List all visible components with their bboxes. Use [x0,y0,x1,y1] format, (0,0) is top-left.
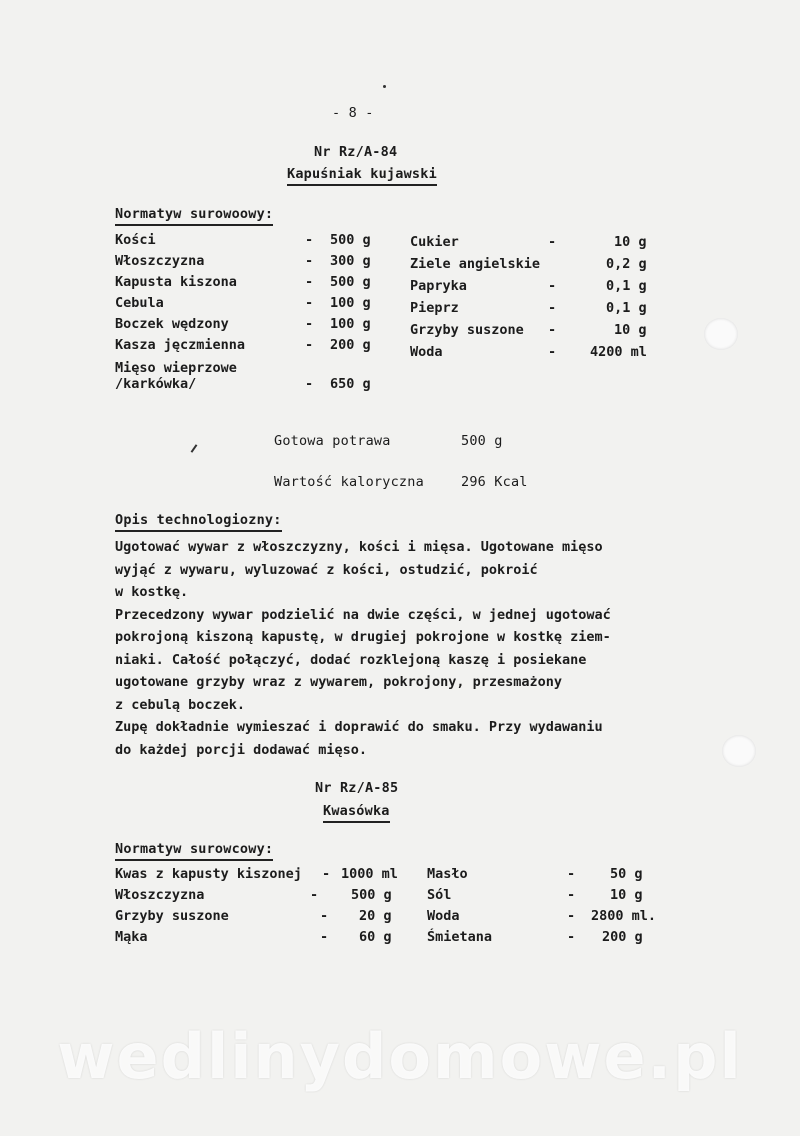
ingredient-qty: 20 g [359,908,392,924]
stray-mark [383,85,386,88]
page-number: - 8 - [332,105,374,121]
recipe-1-right-ingredients [410,234,660,364]
description-line: Ugotować wywar z włoszczyzny, kości i mięsa. Ugotowane mięso [115,539,603,555]
recipe-1-description [115,536,675,761]
ingredient-name: Woda [410,344,443,360]
ingredient-dash: - [548,234,557,250]
ingredient-dash: - [548,322,557,338]
calorie-label: Wartość kaloryczna [274,474,424,490]
ingredient-name: Kapusta kiszona [115,274,237,290]
ingredient-name: Woda [427,908,460,924]
recipe-2-code: Nr Rz/A-85 [315,780,399,796]
ingredient-name: Grzyby suszone [115,908,229,924]
ingredient-dash: - [305,274,314,290]
ingredient-qty: 50 g [610,866,643,882]
ingredient-name: Cukier [410,234,459,250]
ingredient-dash: - [567,866,576,882]
recipe-1-norm-heading: Normatyw surowoowy: [115,206,273,226]
ingredient-qty: 650 g [330,376,371,392]
ingredient-qty: 300 g [330,253,371,269]
ingredient-name: Grzyby suszone [410,322,524,338]
ingredient-name: Kasza jęczmienna [115,337,246,353]
recipe-1-opis-heading: Opis technologiozny: [115,512,282,532]
ingredient-name: Włoszczyzna [115,253,205,269]
ingredient-name: Kości [115,232,156,248]
recipe-1-code: Nr Rz/A-84 [314,144,398,160]
ingredient-name: Boczek wędzony [115,316,229,332]
ingredient-name: Masło [427,866,468,882]
ingredient-name: Cebula [115,295,164,311]
ingredient-dash: - [567,908,576,924]
ingredient-name: Włoszczyzna [115,887,205,903]
ingredient-dash: - [548,300,557,316]
ingredient-name: Papryka [410,278,467,294]
description-line: Przecedzony wywar podzielić na dwie części, w jednej ugotować [115,606,611,623]
ingredient-qty: 0,1 g [606,278,647,294]
recipe-2-norm-heading: Normatyw surowcowy: [115,841,273,861]
ingredient-qty: 1000 ml [341,866,398,882]
ingredient-qty: 2800 ml. [591,908,657,924]
ready-dish-value: 500 g [461,433,503,449]
ingredient-qty: 500 g [330,274,371,290]
ingredient-dash: - [320,908,329,924]
ingredient-dash: - [305,376,314,392]
punch-hole [722,735,756,767]
ingredient-dash: - [305,295,314,311]
recipe-1-left-ingredients [115,232,385,402]
ingredient-qty: 100 g [330,316,371,332]
ingredient-name: Śmietana [427,929,493,945]
recipe-1-title: Kapuśniak kujawski [287,166,437,186]
ingredient-dash: - [567,887,576,903]
ingredient-qty: 500 g [351,887,392,903]
ingredient-name: Ziele angielskie [410,256,541,272]
ingredient-dash: - [320,929,329,945]
ready-dish-label: Gotowa potrawa [274,433,391,449]
ingredient-name-line-2: /karkówka/ [115,376,197,392]
description-line: niaki. Całość połączyć, dodać rozklejoną kaszę i posiekane [115,651,587,668]
description-line: Zupę dokładnie wymieszać i doprawić do smaku. Przy wydawaniu [115,719,603,735]
ingredient-dash: - [305,232,314,248]
ingredient-dash: - [305,316,314,332]
stray-mark [191,444,198,453]
description-line: do każdej porcji dodawać mięso. [115,741,367,758]
calorie-value: 296 Kcal [461,474,528,490]
ingredient-qty: 10 g [614,234,647,250]
ingredient-qty: 10 g [610,887,643,903]
recipe-2-title: Kwasówka [323,803,390,823]
ingredient-qty: 100 g [330,295,371,311]
ingredient-qty: 200 g [602,929,643,945]
ingredient-dash: - [548,344,557,360]
ingredient-qty: 60 g [359,929,392,945]
ingredient-name: Sól [427,887,452,903]
ingredient-dash: - [567,929,576,945]
description-line: w kostkę. [115,584,189,600]
watermark: wedlinydomowe.pl [57,1020,743,1093]
ingredient-name: Kwas z kapusty kiszonej [115,866,302,882]
ingredient-dash: - [310,887,319,903]
ingredient-name: Mięso wieprzowe [115,360,237,376]
ingredient-qty: 200 g [330,337,371,353]
ingredient-qty: 500 g [330,232,371,248]
description-line: ugotowane grzyby wraz z wywarem, pokrojony, przesmażony [115,674,563,690]
ingredient-qty: 10 g [614,322,647,338]
description-line: pokrojoną kiszoną kapustę, w drugiej pokrojone w kostkę ziem- [115,629,611,645]
ingredient-qty: 0,1 g [606,300,647,316]
ingredient-name: Pieprz [410,300,459,316]
recipe-2-right-ingredients [427,866,667,956]
description-line: z cebulą boczek. [115,696,246,713]
ingredient-qty: 4200 ml [590,344,647,360]
ingredient-name: Mąka [115,929,148,945]
ingredient-dash: - [305,337,314,353]
recipe-2-left-ingredients [115,866,405,956]
punch-hole [704,318,738,350]
ingredient-qty: 0,2 g [606,256,647,272]
ingredient-dash: - [548,278,557,294]
ingredient-dash: - [322,866,331,882]
description-line: wyjąć z wywaru, wyluzować z kości, ostudzić, pokroić [115,561,538,578]
ingredient-dash: - [305,253,314,269]
